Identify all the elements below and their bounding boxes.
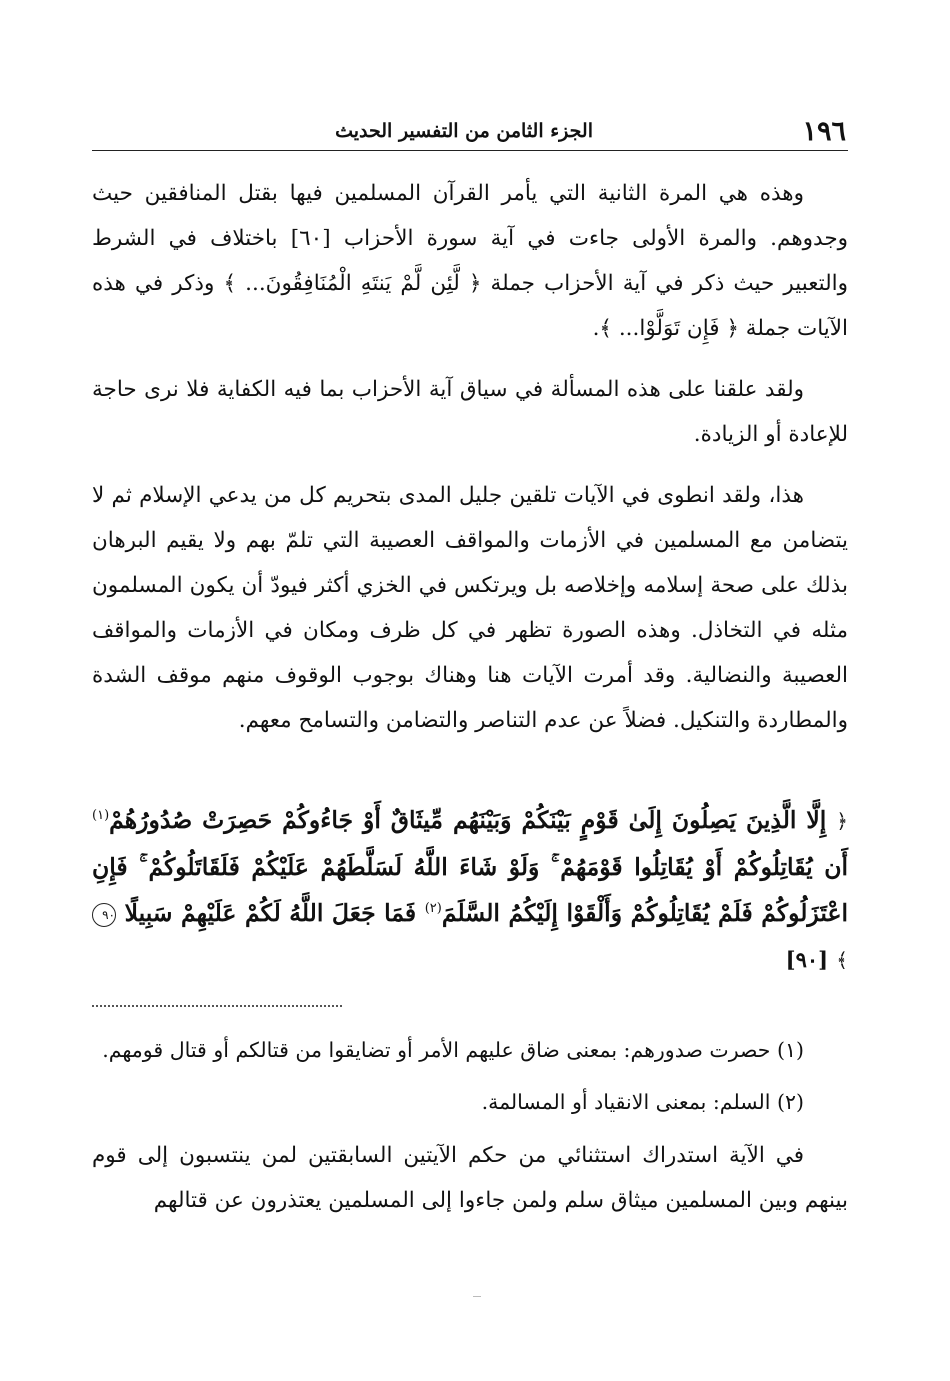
footnotes (92, 1029, 848, 1123)
page-header (92, 110, 848, 151)
running-title: الجزء الثامن من التفسير الحديث (335, 120, 593, 142)
page-number: ١٩٦ (802, 116, 846, 147)
verse-reference: [٩٠] (785, 947, 829, 972)
verse-text-part-1: إِلَّا الَّذِينَ يَصِلُونَ إِلَىٰ قَوْمٍ بَيْنَكُمْ وَبَيْنَهُم مِّيثَاقٌ أَوْ جَاءُوكُمْ حَصِرَتْ صُدُورُهُمْ (109, 806, 827, 834)
paragraph-1: وهذه هي المرة الثانية التي يأمر القرآن المسلمين فيها بقتل المنافقين حيث وجدوهم. والمرة الأولى جاءت في آية سورة الأحزاب [٦٠] باختلاف في الشرط والتعبير حيث ذكر في آية الأحزاب جملة ﴿ لَّئِن لَّمْ يَنتَهِ الْمُنَافِقُونَ... ﴾ وذكر في هذه الآيات جملة ﴿ فَإِن تَوَلَّوْا... ﴾. (92, 181, 848, 341)
paragraph-3: هذا، ولقد انطوى في الآيات تلقين جليل المدى بتحريم كل من يدعي الإسلام ثم لا يتضامن مع المسلمين في الأزمات والمواقف العصيبة التي تلمّ بهم ولا يقيم البرهان بذلك على صحة إسلامه وإخلاصه بل ويرتكس في الخزي أكثر فيودّ أن يكون المسلمون مثله في التخاذل. وهذه الصورة تظهر في كل ظرف ومكان في الأزمات والمواقف العصيبة والنضالية. وقد أمرت الآيات هنا وهناك بوجوب الوقوف منهم موقف الشدة والمطاردة والتنكيل. فضلاً عن عدم التناصر والتضامن والتسامح معهم. (92, 483, 848, 733)
quran-verse (92, 797, 848, 983)
closing-paragraph: في الآية استدراك استثنائي من حكم الآيتين السابقتين لمن ينتسبون إلى قوم بينهم وبين المسلمين ميثاق سلم ولمن جاءوا إلى المسلمين يعتذرون عن قتالهم (92, 1143, 848, 1213)
footnote-1: (١) حصرت صدورهم: بمعنى ضاق عليهم الأمر أو تضايقوا من قتالكم أو قتال قومهم. (102, 1038, 804, 1062)
verse-close-bracket: ﴾ (836, 948, 848, 972)
footnote-separator (92, 1005, 342, 1007)
footnote-marker-2: (٢) (424, 901, 442, 917)
footnote-2: (٢) السلم: بمعنى الانقياد أو المسالمة. (481, 1090, 804, 1114)
verse-text-part-3: فَمَا جَعَلَ اللَّهُ لَكُمْ عَلَيْهِمْ سَبِيلًا (124, 899, 417, 927)
paragraph-2: ولقد علقنا على هذه المسألة في سياق آية الأحزاب بما فيه الكفاية فلا نرى حاجة للإعادة أو الزيادة. (92, 377, 848, 447)
verse-open-bracket: ﴿ (836, 809, 848, 833)
book-page (92, 110, 848, 1239)
body-text (92, 171, 848, 1223)
ayah-number-medallion: ٩٠ (92, 903, 116, 927)
footnote-marker-1: (١) (92, 808, 110, 824)
verse-text-part-2: أَن يُقَاتِلُوكُمْ أَوْ يُقَاتِلُوا قَوْمَهُمْ ۚ وَلَوْ شَاءَ اللَّهُ لَسَلَّطَهُمْ عَلَيْكُمْ فَلَقَاتَلُوكُمْ ۚ فَإِنِ اعْتَزَلُوكُمْ فَلَمْ يُقَاتِلُوكُمْ وَأَلْقَوْا إِلَيْكُمُ السَّلَمَ (92, 853, 849, 927)
scan-mark (473, 1296, 481, 1297)
